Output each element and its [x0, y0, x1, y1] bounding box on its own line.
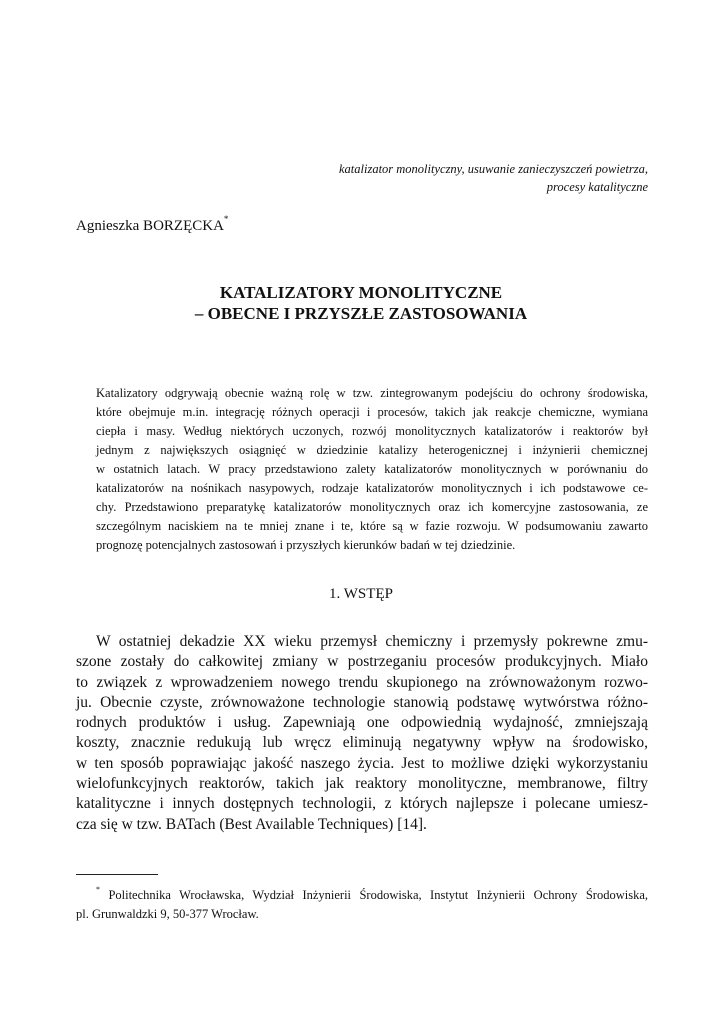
author-name: Agnieszka BORZĘCKA	[76, 218, 224, 234]
paper-title	[0, 282, 722, 324]
footnote-line-1	[76, 882, 648, 905]
author	[76, 216, 228, 235]
abstract-line: jednym z największych osiągnięć w dziedzinie katalizy heterogenicznej i inżynierii chemicznej	[96, 443, 648, 457]
body-paragraph	[76, 632, 648, 835]
title-line-2: – OBECNE I PRZYSZŁE ZASTOSOWANIA	[194, 304, 528, 323]
body-line: wielofunkcyjnych reaktorów, takich jak reaktory monolityczne, membranowe, filtry	[76, 775, 648, 793]
keywords-line-1: katalizator monolityczny, usuwanie zanieczyszczeń powietrza,	[338, 162, 648, 176]
abstract-line: prognozę potencjalnych zastosowań i przyszłych kierunków badań w tej dziedzinie.	[96, 538, 516, 552]
footnote-line-2: pl. Grunwaldzki 9, 50-377 Wrocław.	[76, 907, 259, 922]
abstract-line: ciepła i masy. Według niektórych uczonych, rozwój monolitycznych katalizatorów i reaktorów był	[96, 424, 648, 438]
abstract-line: szczególnym naciskiem na te mniej znane i te, które są w fazie rozwoju. W podsumowaniu zawarto	[96, 519, 648, 533]
author-footnote-marker: *	[223, 214, 229, 224]
abstract-line: które obejmuje m.in. integrację różnych operacji i procesów, takich jak reakcje chemiczne, wymiana	[96, 405, 648, 419]
abstract-line: chy. Przedstawiono preparatykę katalizatorów monolitycznych oraz ich komercyjne zastosowania, ze	[96, 500, 648, 514]
body-line: rodnych produktów i usług. Zapewniają one odpowiednią wydajność, zmniejszają	[76, 714, 648, 732]
body-line: to związek z wprowadzeniem nowego trendu skupionego na zrównoważonym rozwo-	[76, 673, 648, 691]
section-heading: 1. WSTĘP	[329, 586, 393, 602]
abstract-line: Katalizatory odgrywają obecnie ważną rolę w tzw. zintegrowanym podejściu do ochrony środowiska,	[96, 386, 648, 400]
footnote-divider	[76, 874, 158, 875]
footnote-marker: *	[96, 885, 100, 894]
keywords	[228, 160, 648, 196]
body-line: katalityczne i innych dostępnych technologii, z których najlepsze i polecane umiesz-	[76, 795, 648, 813]
body-line: W ostatniej dekadzie XX wieku przemysł chemiczny i przemysły pokrewne zmu-	[96, 633, 648, 650]
footnote	[76, 882, 648, 924]
body-line: koszty, znacznie redukują lub wręcz eliminują negatywny wpływ na środowisko,	[76, 734, 648, 752]
abstract-line: katalizatorów na nośnikach nasypowych, rodzaje katalizatorów monolitycznych i ich podstawowe ce-	[96, 481, 648, 495]
keywords-line-2: procesy katalityczne	[546, 180, 648, 194]
body-line: ju. Obecnie czyste, zrównoważone technologie stanowią podstawę wytwórstwa różno-	[76, 693, 648, 711]
body-line: cza się w tzw. BATach (Best Available Techniques) [14].	[76, 815, 427, 833]
title-line-1: KATALIZATORY MONOLITYCZNE	[219, 283, 503, 302]
footnote-affiliation: Politechnika Wrocławska, Wydział Inżynierii Środowiska, Instytut Inżynierii Ochrony Środowiska,	[108, 888, 649, 903]
body-line: szone zostały do całkowitej zmiany w postrzeganiu procesów produkcyjnych. Miało	[76, 653, 648, 671]
abstract	[96, 384, 648, 555]
abstract-line: w ostatnich latach. W pracy przedstawiono zalety katalizatorów monolitycznych w porównaniu do	[96, 462, 648, 476]
body-line: w ten sposób poprawiając jakość naszego życia. Jest to możliwe dzięki wykorzystaniu	[76, 754, 648, 772]
